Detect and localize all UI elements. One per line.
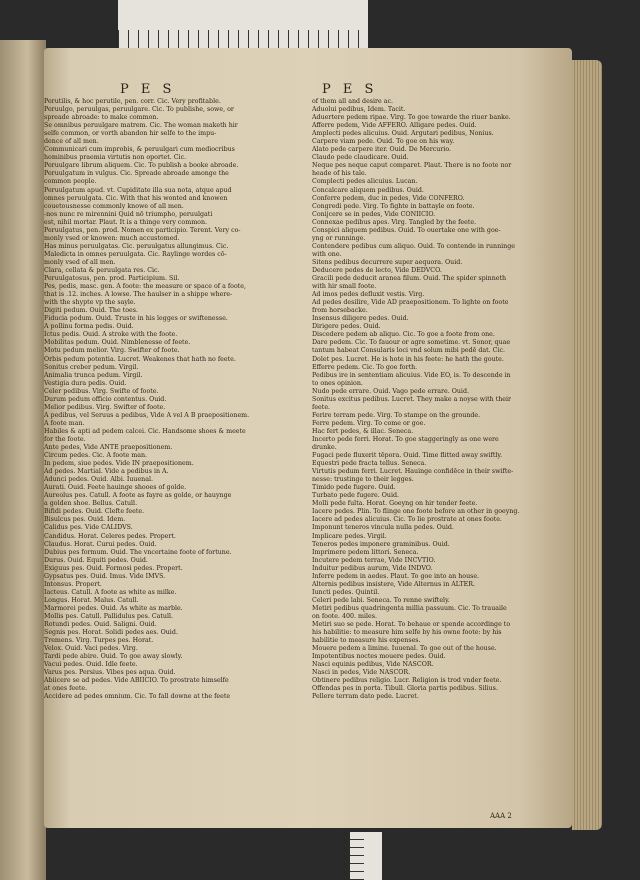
text-line: Pes, pedis, masc. gen. A foote: the measure or space of a foote, [44,283,247,291]
text-line: Neque pes neque caput comparet. Plaut. There is no foote nor [312,162,512,170]
text-line: tantum habeat Consularis loci vnd solum mibi pedē dat. Cic. [312,347,506,355]
text-line: Alternis pedibus insistere, Vide Alternus in ALTER. [312,580,476,588]
text-line: Contendere pedibus cum aliquo. Ouid. To contende in runninge [312,242,515,250]
text-line: In pedem, siue pedes. Vide IN praepositionem. [44,460,194,468]
text-line: Sonitus excitus pedibus. Lucret. They make a noyse with their [312,395,512,403]
text-line: Circum pedes. Cic. A foote man. [44,452,148,460]
text-line: Equestri pede fracta tellus. Seneca. [312,460,427,468]
text-line: spreade abroade: to make common. [44,114,159,122]
text-line: Alato pede carpere iter. Ouid. De Mercurio. [312,146,452,154]
text-line: Discedere pedem ab aliquo. Cic. To goe a foote from one. [312,331,495,339]
text-line: Calidus pes. Vide CALIDVS. [44,524,133,532]
text-line: Ferire terram pede. Virg. To stampe on the grounde. [312,411,481,419]
text-line: Animalia trunca pedum. Virgil. [44,371,143,379]
text-line: Virtutis pedum ferri. Lucret. Hauinge confidēce in their swifte- [312,468,514,476]
text-line: Clara, cellata & peruulgata res. Cic. [44,266,160,274]
text-line: est, nihil mortar. Plaut. It is a thinge very common. [44,218,208,226]
text-line: Communicari cum improbis, & peruulgari cum mediocribus [44,146,235,154]
right-column [312,98,544,702]
text-line: Deducere pedes de lecto, Vide DEDVCO. [312,266,442,274]
bottom-ruler [350,832,382,880]
text-line: Carpere viam pede. Ouid. To goe on his way. [312,138,455,146]
text-line: Iacteus. Catull. A foote as white as milke. [44,588,177,596]
text-line: with the shypte vp the sayle. [44,299,136,307]
text-line: selfe common, or vorth abandon hir selfe to the impu- [44,130,217,138]
text-line: -nos nunc re mirennini Quid nō triumpho, peruulgati [44,210,213,218]
text-line: Maledicta in omnes peruulgata. Cic. Raylinge wordes cō- [44,250,227,258]
text-line: Mobilitas pedum. Ouid. Nimblenesse of feete. [44,339,191,347]
text-line: that is .12. inches. A lowse. The haulser in a shippe where- [44,291,233,299]
text-line: Aduertere pedem ripae. Virg. To goe towarde the riuer banke. [312,114,511,122]
text-line: Peruulgare librum aliquem. Cic. To publish a booke abroade. [44,162,239,170]
text-line: Melior pedibus. Virg. Swifter of foote. [44,403,166,411]
text-line: Iacere ad pedes alicuius. Cic. To lie prostrate at ones foote. [312,516,502,524]
text-line: Vestigia dura pedis. Ouid. [44,379,127,387]
text-line: Sonitus creber pedum. Virgil. [44,363,139,371]
text-line: Dolet pes. Lucret. He is hote in his feete: he hath the goute. [312,355,504,363]
text-line: feete. [312,403,331,411]
text-line: Ante pedes, Vide ANTE praepositionem. [44,444,173,452]
text-line: Abiicere se ad pedes. Vide ABIICIO. To prostrate himselfe [44,677,229,685]
text-line: Ferre pedem. Virg. To come or goe. [312,419,426,427]
text-line: Efferre pedem. Cic. To goe forth. [312,363,418,371]
text-line: Claudo pede claudicare. Ouid. [312,154,409,162]
text-line: Dare pedem. Cic. To fauour or agre sometime. vt. Sonor, quae [312,339,511,347]
text-line: Iacere pedes. Plin. To flinge one foote before an other in goeyng. [312,508,520,516]
text-line: Conspici aliquem pedibus. Ouid. To ouertake one with goe- [312,226,501,234]
text-line: Induitur pedibus aurum, Vide INDVO. [312,564,433,572]
text-line: Complecti pedes alicuius. Lucan. [312,178,418,186]
text-line: Implicare pedes. Virgil. [312,532,387,540]
text-line: Fugaci pede fluxerit tēpora. Ouid. Time flitted away swiftly. [312,452,503,460]
text-line: couetousnesse commonly knowe of all men. [44,202,184,210]
text-line: Gypsatus pes. Ouid. Imus. Vide IMVS. [44,572,166,580]
text-line: Hac fert pedes, & illac. Seneca. [312,427,414,435]
text-line: Connexae pedibus apes. Virg. Tangled by the feete. [312,218,477,226]
text-line: Aureolus pes. Catull. A foote as fayre as golde, or hauynge [44,492,232,500]
text-line: Pellere terram dato pede. Lucret. [312,693,419,701]
text-line: Celeri pede labi. Seneca. To renne swiftely. [312,596,450,604]
left-column [44,98,276,702]
text-line: Tremens. Virg. Turpes pes. Horat. [44,637,154,645]
text-line: Intonsus. Propert. [44,580,102,588]
text-line: Nudo pede errare. Ouid. Vago pede errare. Ouid. [312,387,469,395]
text-line: Imponunt teneros vincula nulla pedes. Ouid. [312,524,454,532]
running-head-left: P E S [120,82,176,97]
text-line: Candidus. Horat. Celeres pedes. Propert. [44,532,176,540]
text-line: Motu pedum melior. Virg. Swifter of foote. [44,347,180,355]
text-line: habilitie to measure his expenses. [312,637,421,645]
text-line: Claudus. Horat. Curui pedes. Ouid. [44,540,157,548]
text-line: Obtinere pedibus religio. Lucr. Religion is trod vnder feete. [312,677,502,685]
text-line: omnes peruulgata. Cic. With that his wonted and knowen [44,194,228,202]
text-line: Pedibus ire in sententiam alicuius. Vide EO, is. To descende in [312,371,511,379]
text-line: on foote. 400. miles. [312,613,378,620]
text-line: Timido pede fugere. Ouid. [312,484,396,492]
text-line: Se omnibus peruulgare matrem. Cic. The woman maketh hir [44,122,238,130]
text-line: Vacui pedes. Ouid. Idle feete. [44,661,138,669]
text-line: Varus pes. Persius. Vibes pes aqua. Ouid. [44,669,176,677]
text-line: Nasci in pedes, Vide NASCOR. [312,669,411,677]
page-stack-edge [572,60,602,830]
text-line: Iuncti pedes. Quintil. [312,588,380,596]
text-line: his habilitie: to measure him selfe by his owne foote: by his [312,629,502,637]
text-line: Durus. Ouid. Equiti pedes. Ouid. [44,556,148,564]
text-line: at ones feete. [44,685,88,693]
text-line: Metiri pedibus quadringenta millia passuum. Cic. To trauaile [312,604,507,612]
text-line: Has minus peruulgatas. Cic. peruulgatus allungimus. Cic. [44,242,229,250]
text-line: Congredi pede. Virg. To fighte in battayle on foote. [312,202,475,210]
facing-page-edge [0,40,46,880]
text-line: Nasci equinis pedibus, Vide NASCOR. [312,661,434,669]
text-line: common people. [44,178,97,186]
text-line: Adunci pedes. Ouid. Albi. Iuuenal. [44,476,154,484]
top-ruler [118,0,368,49]
text-line: Amplecti pedes alicuius. Ouid. Argutari pedibus, Nonius. [312,130,494,138]
text-line: Bifidi pedes. Ouid. Clefte feete. [44,508,145,516]
text-line: A pedibus, vel Seruus a pedibus, Vide A vel A B praepositionem. [44,411,250,419]
text-line: A pollinu forma pedis. Ouid. [44,323,134,331]
text-line: A foote man. [44,419,85,427]
text-line: Turbato pede fugere. Ouid. [312,492,400,500]
text-line: Segnis pes. Horat. Solidi pedes aes. Ouid. [44,629,178,637]
text-line: Incerto pede ferri. Horat. To goe staggeringly as one were [312,435,499,443]
text-line: Velox. Ouid. Vaci pedes. Virg. [44,645,138,653]
text-line: Impotentibus noctes mouere pedes. Ouid. [312,653,446,661]
text-line: nesse: trustinge to their legges. [312,476,414,484]
text-line: yng or runninge. [312,234,366,242]
text-line: Durum pedum officio contentus. Ouid. [44,395,167,403]
text-line: Concalcare aliquem pedibus. Ouid. [312,186,424,194]
text-line: Inferre pedem in aedes. Plaut. To goe into an house. [312,572,480,580]
text-line: for the foote. [44,435,86,443]
text-line: Accidere ad pedes omnium. Cic. To fall downe at the feete [44,693,231,701]
text-line: Peruulgatum apud. vt. Cupiditate illa sua nota, atque apud [44,186,232,194]
text-line: Dubius pes formum. Ouid. The vncertaine foote of fortune. [44,548,232,556]
text-line: monly vsed of all men. [44,258,116,266]
text-line: Teneros pedes imponere graminibus. Ouid. [312,540,450,548]
text-line: Tardi pede abire. Ouid. To goe away slowly. [44,653,183,661]
text-line: Conijcere se in pedes, Vide CONIICIO. [312,210,436,218]
text-line: Gracili pede deducit aranea filum. Ouid. The spider spinneth [312,275,507,283]
text-line: Mollis pes. Catull. Pallidulus pes. Catull. [44,613,174,620]
text-line: Ad pedes desilire, Vide AD praepositionem. To lighte on foote [312,299,509,307]
text-line: Fiducia podum. Ouid. Truste in his legges or swiftenesse. [44,315,228,323]
text-line: Mouere pedem a limine. Iuuenal. To goe out of the house. [312,645,497,653]
text-line: Insensus diligere pedes. Ouid. [312,315,409,323]
text-line: Molli pede fulta. Horat. Goeyng on hir tender feete. [312,500,478,508]
text-line: Orbis pedum potentia. Lucret. Weakenes that hath no feete. [44,355,236,363]
text-line: Imprimere pedem littori. Seneca. [312,548,419,556]
text-line: monly vsed or knowen: much accustomed. [44,234,180,242]
text-line: Conferre pedem, duc in pedes, Vide CONFERO. [312,194,465,202]
text-line: Peruulgatum in vulgus. Cic. Spreade abroade amonge the [44,170,229,178]
text-line: Celer pedibus. Virg. Swifte of foote. [44,387,159,395]
text-line: Bisulcus pes. Ouid. Idem. [44,516,126,524]
text-line: Aduolui pedibus, Idem. Tacit. [312,106,406,114]
text-line: drunke. [312,444,337,452]
text-line: a golden shoe. Bellus. Catull. [44,500,138,508]
text-line: Longus. Horat. Malus. Catull. [44,596,139,604]
text-line: Metiri suo se pede. Horat. To behaue or spende accordinge to [312,621,511,629]
text-line: Ad imos pedes defluxit vestis. Virg. [312,291,425,299]
text-line: Peruulgatosus, pen. prod. Participium. Sil. [44,275,180,283]
text-line: hominibus praemia virtutis non oportet. Cic. [44,154,187,162]
text-line: Peruulgatus, pen. prod. Nomen ex participio. Terent. Very co- [44,226,241,234]
text-line: Ictus pedis. Ouid. A stroke with the foote. [44,331,178,339]
text-line: with one. [312,250,342,258]
text-line: Exiguus pes. Ouid. Formosi pedes. Propert. [44,564,183,572]
signature-mark: AAA 2 [490,812,512,820]
text-line: dence of all men. [44,138,99,146]
text-line: Dirigere pedes. Ouid. [312,323,381,331]
text-line: Digiti pedum. Ouid. The toes. [44,307,139,315]
text-line: Perutilis, & hoc perutile, pen. corr. Cic. Very profitable. [44,98,221,105]
text-line: heade of his tale. [312,170,367,178]
text-line: Marmorei pedes. Ouid. As white as marble. [44,604,183,612]
text-line: Aurati. Ouid. Feete hauinge shooes of golde. [44,484,187,492]
text-line: Habiles & apti ad pedem calcei. Cic. Handsome shoes & meete [44,427,246,435]
running-head-right: P E S [322,82,378,97]
text-line: Sitens pedibus decurrere super aequora. Ouid. [312,258,463,266]
text-line: Ad pedes. Martial. Vide a pedibus in A. [44,468,169,476]
text-line: with hir small foote. [312,283,377,291]
text-line: Rotundi pedes. Ouid. Saligni. Ouid. [44,621,157,629]
text-line: Offendas pes in porta. Tibull. Gloria partis pedibus. Silius. [312,685,498,693]
text-line: Peruulgo, peruulgas, peruulgare. Cic. To publishe, sowe, or [44,106,234,114]
text-line: of them all and desire ac. [312,98,394,105]
text-line: from horsebacke. [312,307,368,315]
text-line: Incutere pedem terrae, Vide INCVTIO. [312,556,436,564]
text-line: to ones opinion. [312,379,363,387]
text-line: Afferre pedem, Vide AFFERO. Alligare pedes. Ouid. [312,122,477,130]
